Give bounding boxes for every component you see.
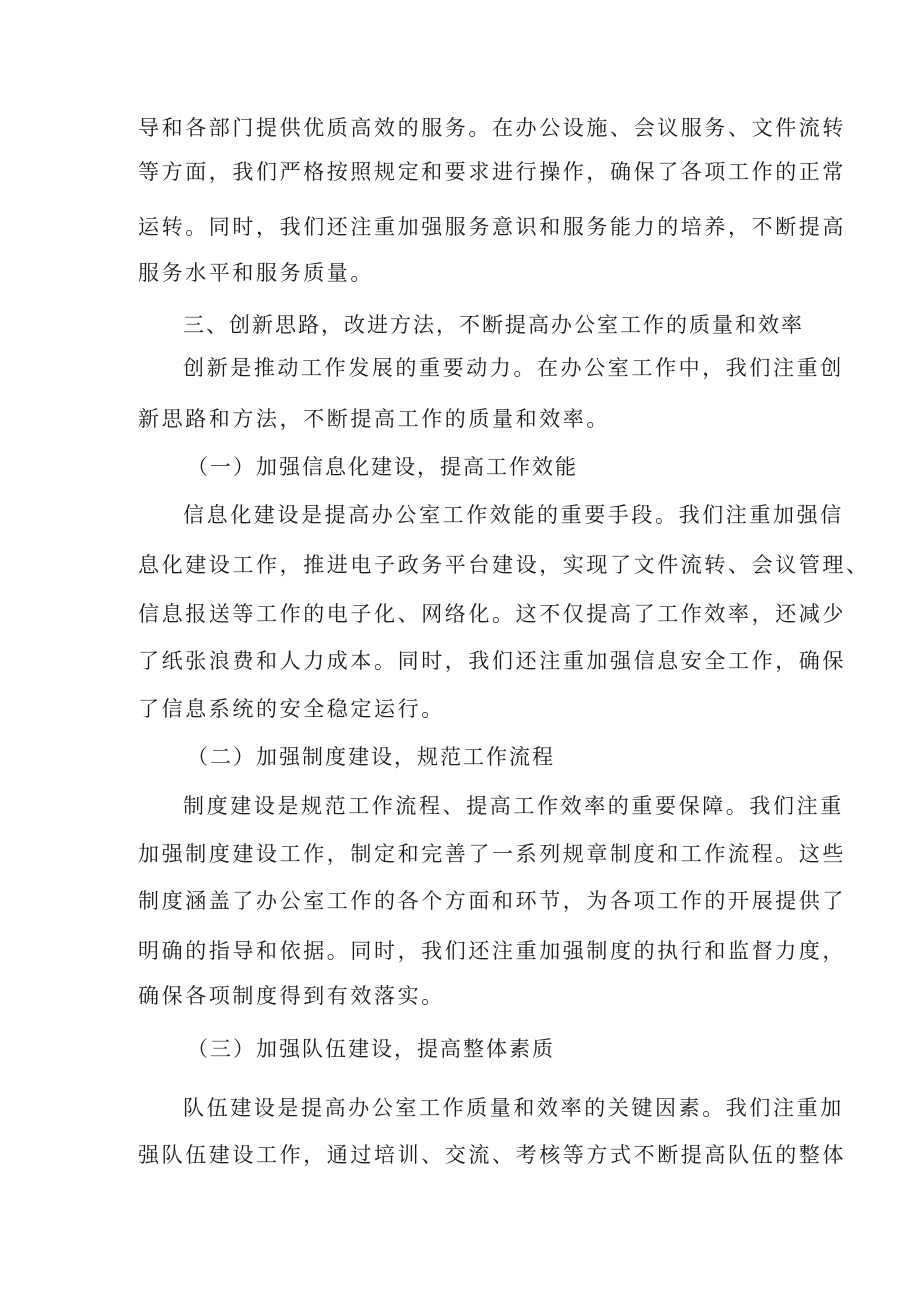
paragraph-line: 息化建设工作，推进电子政务平台建设，实现了文件流转、会议管理、 (138, 553, 870, 577)
subsection-heading: （二）加强制度建设，规范工作流程 (187, 745, 555, 769)
paragraph-line: 明确的指导和依据。同时，我们还注重加强制度的执行和监督力度， (138, 939, 846, 963)
paragraph-line: 信息化建设是提高办公室工作效能的重要手段。我们注重加强信 (183, 503, 844, 527)
paragraph-line: 制度涵盖了办公室工作的各个方面和环节，为各项工作的开展提供了 (138, 889, 846, 913)
paragraph-line: 导和各部门提供优质高效的服务。在办公设施、会议服务、文件流转 (138, 116, 846, 140)
paragraph-line: 运转。同时，我们还注重加强服务意识和服务能力的培养，不断提高 (138, 215, 846, 239)
paragraph-line: 新思路和方法，不断提高工作的质量和效率。 (138, 407, 610, 431)
subsection-heading: （一）加强信息化建设，提高工作效能 (187, 455, 578, 479)
paragraph-line: 等方面，我们严格按照规定和要求进行操作，确保了各项工作的正常 (138, 160, 846, 184)
paragraph-line: 队伍建设是提高办公室工作质量和效率的关键因素。我们注重加 (183, 1096, 844, 1120)
paragraph-line: 信息报送等工作的电子化、网络化。这不仅提高了工作效率，还减少 (138, 602, 846, 626)
section-heading: 三、创新思路，改进方法，不断提高办公室工作的质量和效率 (183, 313, 804, 337)
paragraph-line: 创新是推动工作发展的重要动力。在办公室工作中，我们注重创 (183, 356, 844, 380)
paragraph-line: 确保各项制度得到有效落实。 (138, 984, 445, 1008)
paragraph-line: 服务水平和服务质量。 (138, 261, 374, 285)
paragraph-line: 强队伍建设工作，通过培训、交流、考核等方式不断提高队伍的整体 (138, 1143, 846, 1167)
paragraph-line: 了信息系统的安全稳定运行。 (138, 697, 445, 721)
paragraph-line: 制度建设是规范工作流程、提高工作效率的重要保障。我们注重 (183, 794, 844, 818)
subsection-heading: （三）加强队伍建设，提高整体素质 (187, 1037, 555, 1061)
paragraph-line: 加强制度建设工作，制定和完善了一系列规章制度和工作流程。这些 (138, 842, 846, 866)
paragraph-line: 了纸张浪费和人力成本。同时，我们还注重加强信息安全工作，确保 (138, 649, 846, 673)
